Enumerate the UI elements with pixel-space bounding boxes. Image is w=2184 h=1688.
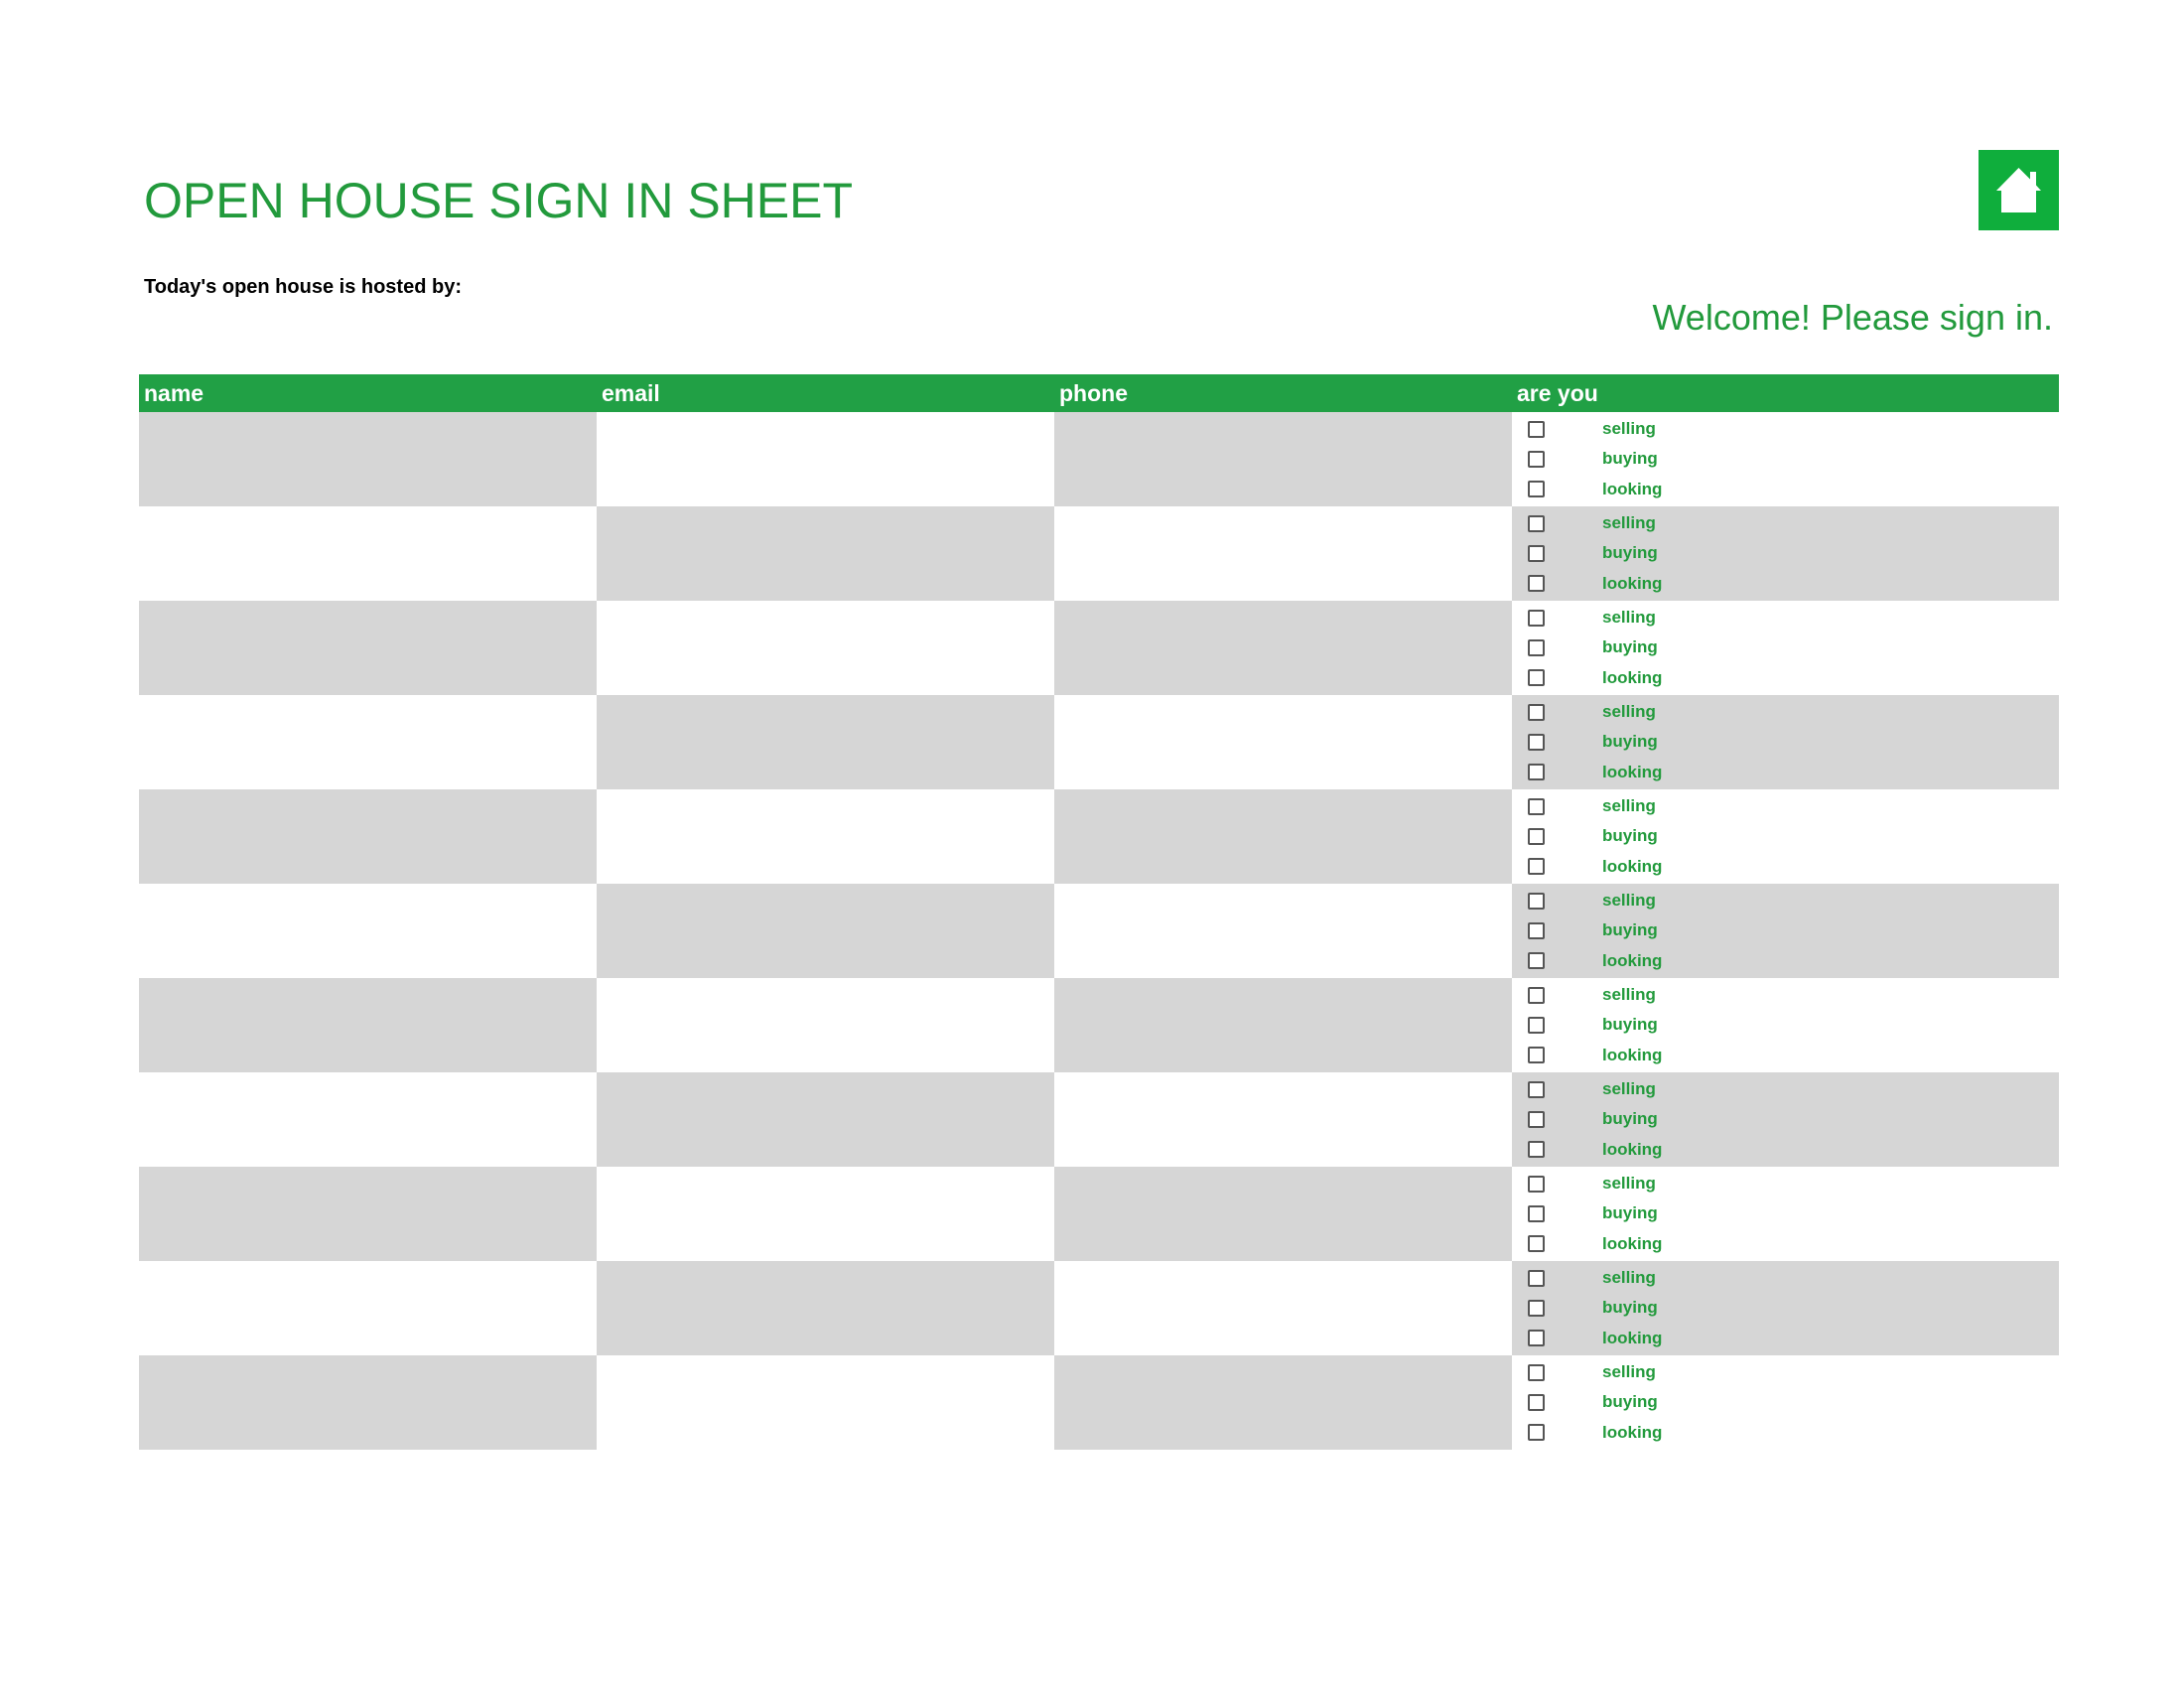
email-field[interactable] [597,1072,1054,1167]
option-buying [1512,916,2059,944]
option-label: buying [1602,1298,1658,1318]
table-row [139,978,2059,1072]
welcome-message: Welcome! Please sign in. [1652,297,2053,338]
option-label: selling [1602,1079,1656,1099]
phone-field[interactable] [1054,789,1512,884]
option-label: looking [1602,573,1663,593]
looking-checkbox[interactable] [1528,1330,1545,1346]
looking-checkbox[interactable] [1528,1141,1545,1158]
logo [1979,150,2059,230]
buying-checkbox[interactable] [1528,545,1545,562]
are-you-options [1512,978,2059,1072]
name-field[interactable] [139,789,597,884]
selling-checkbox[interactable] [1528,421,1545,438]
name-field[interactable] [139,601,597,695]
option-looking [1512,1230,2059,1258]
email-field[interactable] [597,695,1054,789]
phone-field[interactable] [1054,695,1512,789]
table-row [139,1261,2059,1355]
option-buying [1512,445,2059,473]
name-field[interactable] [139,884,597,978]
are-you-options [1512,695,2059,789]
option-buying [1512,1105,2059,1133]
selling-checkbox[interactable] [1528,1081,1545,1098]
option-looking [1512,1042,2059,1069]
selling-checkbox[interactable] [1528,1176,1545,1193]
selling-checkbox[interactable] [1528,1364,1545,1381]
phone-field[interactable] [1054,601,1512,695]
option-buying [1512,1011,2059,1039]
table-row [139,1167,2059,1261]
buying-checkbox[interactable] [1528,922,1545,939]
option-selling [1512,887,2059,914]
sign-in-table [139,374,2059,1450]
option-label: selling [1602,796,1656,816]
option-looking [1512,570,2059,598]
option-selling [1512,1264,2059,1292]
option-selling [1512,792,2059,820]
are-you-options [1512,789,2059,884]
option-looking [1512,853,2059,881]
option-label: looking [1602,1233,1663,1253]
option-selling [1512,1170,2059,1197]
option-label: buying [1602,826,1658,846]
table-header [139,374,2059,412]
name-field[interactable] [139,506,597,601]
option-label: selling [1602,1174,1656,1194]
buying-checkbox[interactable] [1528,1394,1545,1411]
option-label: buying [1602,543,1658,563]
looking-checkbox[interactable] [1528,858,1545,875]
option-looking [1512,664,2059,692]
option-label: buying [1602,449,1658,469]
option-looking [1512,759,2059,786]
selling-checkbox[interactable] [1528,1270,1545,1287]
table-row [139,789,2059,884]
option-label: looking [1602,856,1663,876]
option-selling [1512,509,2059,537]
option-looking [1512,476,2059,503]
buying-checkbox[interactable] [1528,1017,1545,1034]
email-field[interactable] [597,978,1054,1072]
looking-checkbox[interactable] [1528,669,1545,686]
option-looking [1512,1419,2059,1447]
looking-checkbox[interactable] [1528,1235,1545,1252]
option-looking [1512,1136,2059,1164]
option-selling [1512,415,2059,443]
name-field[interactable] [139,695,597,789]
option-label: selling [1602,1362,1656,1382]
are-you-options [1512,1072,2059,1167]
option-selling [1512,981,2059,1009]
are-you-options [1512,1355,2059,1450]
option-label: buying [1602,637,1658,657]
are-you-options [1512,884,2059,978]
are-you-options [1512,412,2059,506]
selling-checkbox[interactable] [1528,987,1545,1004]
option-label: looking [1602,762,1663,781]
option-label: looking [1602,1422,1663,1442]
selling-checkbox[interactable] [1528,893,1545,910]
looking-checkbox[interactable] [1528,1047,1545,1063]
option-label: looking [1602,1139,1663,1159]
looking-checkbox[interactable] [1528,764,1545,780]
buying-checkbox[interactable] [1528,734,1545,751]
table-row [139,695,2059,789]
email-field[interactable] [597,884,1054,978]
option-label: looking [1602,1045,1663,1064]
table-row [139,1355,2059,1450]
option-looking [1512,1325,2059,1352]
email-field[interactable] [597,789,1054,884]
option-label: buying [1602,732,1658,752]
name-field[interactable] [139,412,597,506]
column-header-name: name [144,380,205,406]
name-field[interactable] [139,978,597,1072]
column-header-phone: phone [1059,380,1128,406]
option-selling [1512,1358,2059,1386]
phone-field[interactable] [1054,884,1512,978]
option-buying [1512,1199,2059,1227]
phone-field[interactable] [1054,412,1512,506]
option-label: looking [1602,1328,1663,1347]
option-buying [1512,1388,2059,1416]
buying-checkbox[interactable] [1528,1111,1545,1128]
option-label: buying [1602,1203,1658,1223]
page-title: OPEN HOUSE SIGN IN SHEET [144,173,854,228]
table-row [139,884,2059,978]
name-field[interactable] [139,1072,597,1167]
option-buying [1512,633,2059,661]
option-label: buying [1602,1109,1658,1129]
phone-field[interactable] [1054,1355,1512,1450]
name-field[interactable] [139,1355,597,1450]
phone-field[interactable] [1054,1261,1512,1355]
selling-checkbox[interactable] [1528,704,1545,721]
phone-field[interactable] [1054,1167,1512,1261]
looking-checkbox[interactable] [1528,1424,1545,1441]
phone-field[interactable] [1054,978,1512,1072]
are-you-options [1512,506,2059,601]
option-label: buying [1602,1015,1658,1035]
name-field[interactable] [139,1167,597,1261]
option-buying [1512,822,2059,850]
are-you-options [1512,1167,2059,1261]
option-buying [1512,539,2059,567]
name-field[interactable] [139,1261,597,1355]
email-field[interactable] [597,1261,1054,1355]
looking-checkbox[interactable] [1528,481,1545,497]
email-field[interactable] [597,1355,1054,1450]
buying-checkbox[interactable] [1528,1205,1545,1222]
option-label: selling [1602,513,1656,533]
selling-checkbox[interactable] [1528,515,1545,532]
buying-checkbox[interactable] [1528,639,1545,656]
buying-checkbox[interactable] [1528,828,1545,845]
buying-checkbox[interactable] [1528,451,1545,468]
column-header-are-you: are you [1517,380,1598,406]
option-label: selling [1602,702,1656,722]
option-label: selling [1602,419,1656,439]
hosted-by-label: Today's open house is hosted by: [144,276,462,298]
table-body [139,412,2059,1450]
option-selling [1512,698,2059,726]
phone-field[interactable] [1054,1072,1512,1167]
phone-field[interactable] [1054,506,1512,601]
option-label: looking [1602,479,1663,498]
option-selling [1512,1075,2059,1103]
email-field[interactable] [597,601,1054,695]
are-you-options [1512,1261,2059,1355]
option-buying [1512,1294,2059,1322]
column-header-email: email [602,380,660,406]
selling-checkbox[interactable] [1528,610,1545,627]
table-row [139,412,2059,506]
are-you-options [1512,601,2059,695]
email-field[interactable] [597,412,1054,506]
option-looking [1512,947,2059,975]
email-field[interactable] [597,1167,1054,1261]
table-row [139,1072,2059,1167]
option-label: buying [1602,1392,1658,1412]
option-label: looking [1602,950,1663,970]
option-label: buying [1602,920,1658,940]
table-row [139,506,2059,601]
email-field[interactable] [597,506,1054,601]
buying-checkbox[interactable] [1528,1300,1545,1317]
looking-checkbox[interactable] [1528,575,1545,592]
looking-checkbox[interactable] [1528,952,1545,969]
house-icon [1979,150,2059,230]
option-selling [1512,604,2059,632]
option-buying [1512,728,2059,756]
option-label: selling [1602,985,1656,1005]
option-label: selling [1602,1268,1656,1288]
selling-checkbox[interactable] [1528,798,1545,815]
option-label: looking [1602,667,1663,687]
table-row [139,601,2059,695]
option-label: selling [1602,608,1656,628]
option-label: selling [1602,891,1656,911]
